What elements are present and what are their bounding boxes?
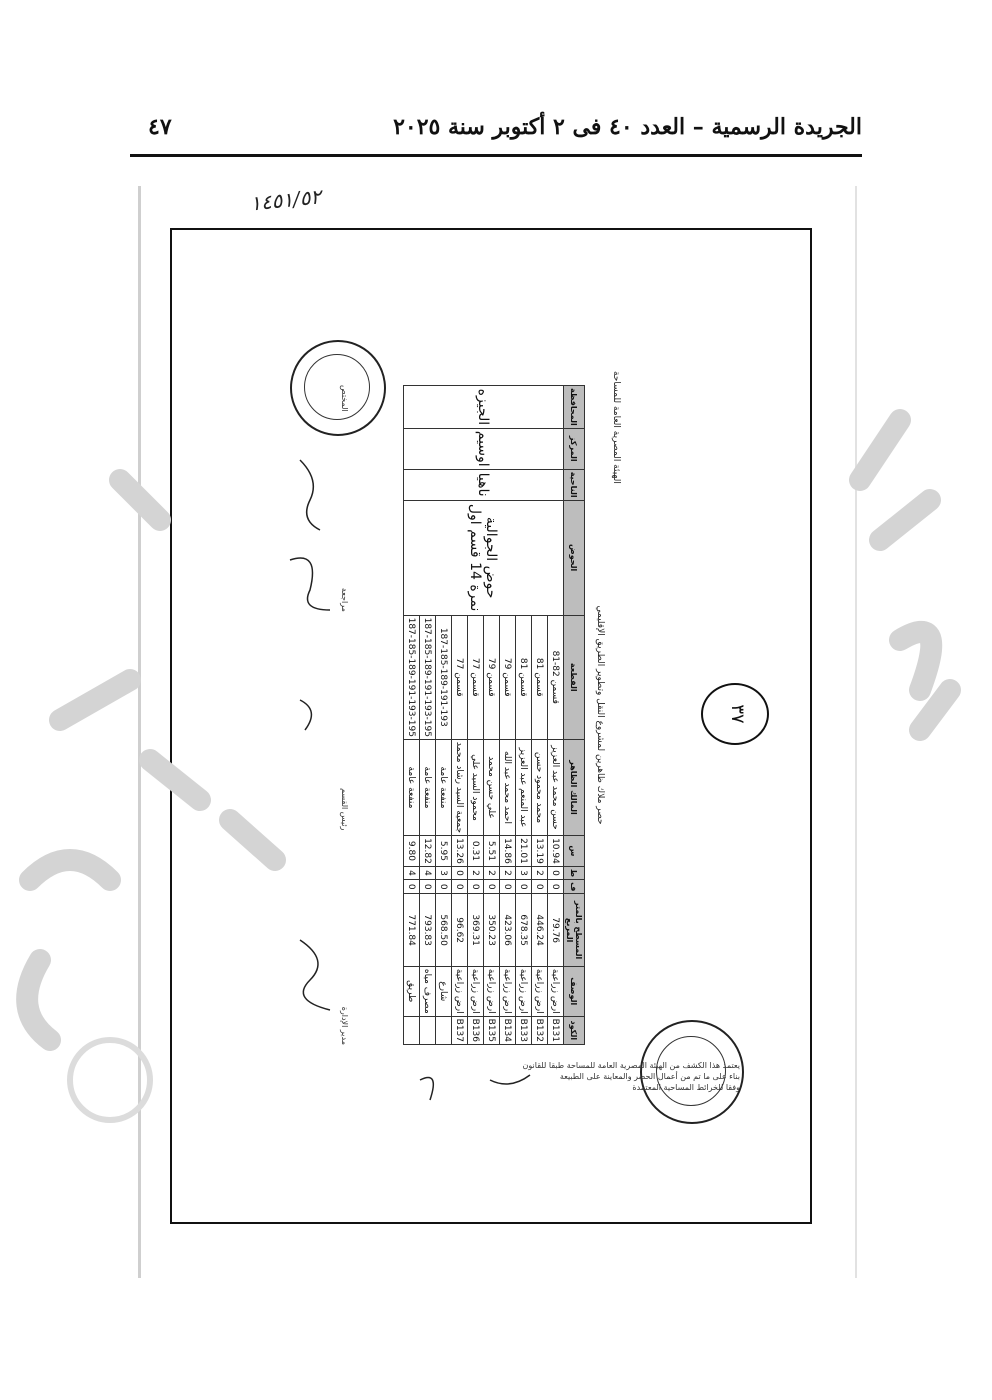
cell-t: 2 xyxy=(484,866,500,879)
footer-line: يعتمد هذا الكشف من الهيئة المصرية العامة للمساحة طبقا للقانون xyxy=(522,1061,740,1070)
stamp-top-left xyxy=(290,340,386,436)
circled-number: ٣٧ xyxy=(701,683,769,745)
cell-area: 568.50 xyxy=(436,894,452,966)
cell-plot: 187-185-189-191-193-195 xyxy=(404,615,420,739)
cell-code: B131 xyxy=(548,1016,564,1044)
cell-code xyxy=(404,1016,420,1044)
page-number: ٤٧ xyxy=(148,114,172,140)
cell-area: 423.06 xyxy=(500,894,516,966)
cell-plot: قسمن 82-81 xyxy=(548,615,564,739)
cell-desc: شارع xyxy=(436,966,452,1016)
cell-desc: ارض زراعية xyxy=(484,966,500,1016)
cell-owner: منفعة عامة xyxy=(436,739,452,835)
cell-f: 0 xyxy=(404,880,420,894)
col-village: الناحية xyxy=(564,469,585,500)
col-code: الكود xyxy=(564,1016,585,1044)
cell-f: 0 xyxy=(452,880,468,894)
cell-owner: حسن محمد عبد العزيز xyxy=(548,739,564,835)
cell-area: 350.23 xyxy=(484,894,500,966)
cell-plot: 187-185-189-191-193 xyxy=(436,615,452,739)
col-basin: الحوض xyxy=(564,500,585,615)
cell-f: 0 xyxy=(500,880,516,894)
cell-plot: 187-185-189-191-193-195 xyxy=(420,615,436,739)
cell-area: 446.24 xyxy=(532,894,548,966)
col-area: المسطح بالمتر المربع xyxy=(564,894,585,966)
col-t: ط xyxy=(564,866,585,879)
cell-plot: قسمن 81 xyxy=(516,615,532,739)
cell-owner: منفعة عامة xyxy=(420,739,436,835)
cell-governorate: الجيزه xyxy=(404,386,564,429)
cell-district: اوسيم xyxy=(404,428,564,469)
cell-code: B133 xyxy=(516,1016,532,1044)
signature-label: مراجعة xyxy=(340,587,349,612)
footer-notes xyxy=(410,1060,740,1093)
col-f: ف xyxy=(564,880,585,894)
header-rule xyxy=(130,154,862,157)
cell-f: 0 xyxy=(420,880,436,894)
cell-desc: مصرف مياه xyxy=(420,966,436,1016)
cell-t: 2 xyxy=(532,866,548,879)
cell-owner: منفعة عامة xyxy=(404,739,420,835)
rotated-sheet xyxy=(340,371,621,1045)
footer-line: وفقا للخرائط المساحية المعتمدة xyxy=(632,1083,740,1092)
cell-owner: محمد محمود حسن xyxy=(532,739,548,835)
cell-basin: حوض الجوالية نمرة 14 قسم اول xyxy=(404,500,564,615)
cell-s: 0.31 xyxy=(468,836,484,867)
cell-code xyxy=(420,1016,436,1044)
cell-owner: احمد محمد عبد الله xyxy=(500,739,516,835)
cell-plot: قسمن 79 xyxy=(500,615,516,739)
cell-s: 9.80 xyxy=(404,836,420,867)
cell-f: 0 xyxy=(548,880,564,894)
cell-plot: قسمن 81 xyxy=(532,615,548,739)
cell-code: B132 xyxy=(532,1016,548,1044)
cell-code: B134 xyxy=(500,1016,516,1044)
cell-t: 3 xyxy=(516,866,532,879)
page-header xyxy=(130,108,862,154)
col-owner: المالك الظاهر xyxy=(564,739,585,835)
signature-label: رئيس القسم xyxy=(340,788,349,831)
cell-t: 2 xyxy=(468,866,484,879)
cell-code xyxy=(436,1016,452,1044)
cell-t: 0 xyxy=(548,866,564,879)
cell-f: 0 xyxy=(436,880,452,894)
agency-label: الهيئة المصرية العامة للمساحة xyxy=(611,371,621,484)
cell-s: 5.95 xyxy=(436,836,452,867)
cell-s: 10.94 xyxy=(548,836,564,867)
signature-row xyxy=(340,385,349,1045)
cell-owner: علي حسن محمد xyxy=(484,739,500,835)
col-plot: القطعة xyxy=(564,615,585,739)
col-governorate: المحافظة xyxy=(564,386,585,429)
handwritten-note: ١٤٥١/٥٢ xyxy=(248,184,323,216)
cell-s: 13.19 xyxy=(532,836,548,867)
col-s: س xyxy=(564,836,585,867)
cell-area: 369.31 xyxy=(468,894,484,966)
cell-f: 0 xyxy=(484,880,500,894)
cell-t: 4 xyxy=(420,866,436,879)
cell-area: 771.84 xyxy=(404,894,420,966)
cell-plot: قسمن 77 xyxy=(468,615,484,739)
cell-s: 21.01 xyxy=(516,836,532,867)
cell-code: B136 xyxy=(468,1016,484,1044)
cell-desc: ارض زراعية xyxy=(500,966,516,1016)
cell-desc: ارض زراعية xyxy=(468,966,484,1016)
cell-s: 5.51 xyxy=(484,836,500,867)
cell-plot: قسمن 77 xyxy=(452,615,468,739)
cell-area: 678.35 xyxy=(516,894,532,966)
cell-area: 96.62 xyxy=(452,894,468,966)
owners-table xyxy=(403,385,585,1045)
cell-owner: عبد المنعم عبد العزيز xyxy=(516,739,532,835)
cell-s: 13.26 xyxy=(452,836,468,867)
cell-owner: محمود السيد علي xyxy=(468,739,484,835)
table-header-row xyxy=(564,386,585,1045)
cell-desc: ارض زراعية xyxy=(452,966,468,1016)
cell-f: 0 xyxy=(468,880,484,894)
cell-f: 0 xyxy=(532,880,548,894)
cell-desc: ارض زراعية xyxy=(516,966,532,1016)
footer-line: بناء على ما تم من أعمال الحصر والمعاينة على الطبيعة xyxy=(559,1072,740,1081)
cell-owner: جمعية السيد رشاد محمد xyxy=(452,739,468,835)
signature-label: مدير الإدارة xyxy=(340,1006,349,1045)
cell-desc: ارض زراعية xyxy=(548,966,564,1016)
cell-t: 0 xyxy=(452,866,468,879)
table-row xyxy=(548,386,564,1045)
cell-t: 3 xyxy=(436,866,452,879)
cell-code: B135 xyxy=(484,1016,500,1044)
cell-area: 793.83 xyxy=(420,894,436,966)
cell-t: 2 xyxy=(500,866,516,879)
signature-label: المختص xyxy=(340,385,349,412)
cell-desc: ارض زراعية xyxy=(532,966,548,1016)
cell-desc: طريق xyxy=(404,966,420,1016)
cell-f: 0 xyxy=(516,880,532,894)
cell-plot: قسمن 79 xyxy=(484,615,500,739)
cell-t: 4 xyxy=(404,866,420,879)
cell-area: 79.76 xyxy=(548,894,564,966)
cell-code: B137 xyxy=(452,1016,468,1044)
cell-s: 12.82 xyxy=(420,836,436,867)
sheet-title: حصر ملاك ظاهرين لمشروع النقل وتطوير الطريق الإقليمي xyxy=(595,605,605,825)
cell-village: ناهيا xyxy=(404,469,564,500)
cell-s: 14.86 xyxy=(500,836,516,867)
gazette-title: الجريدة الرسمية – العدد ٤٠ فى ٢ أكتوبر سنة ٢٠٢٥ xyxy=(393,114,862,140)
col-district: المركز xyxy=(564,428,585,469)
col-desc: الوصف xyxy=(564,966,585,1016)
